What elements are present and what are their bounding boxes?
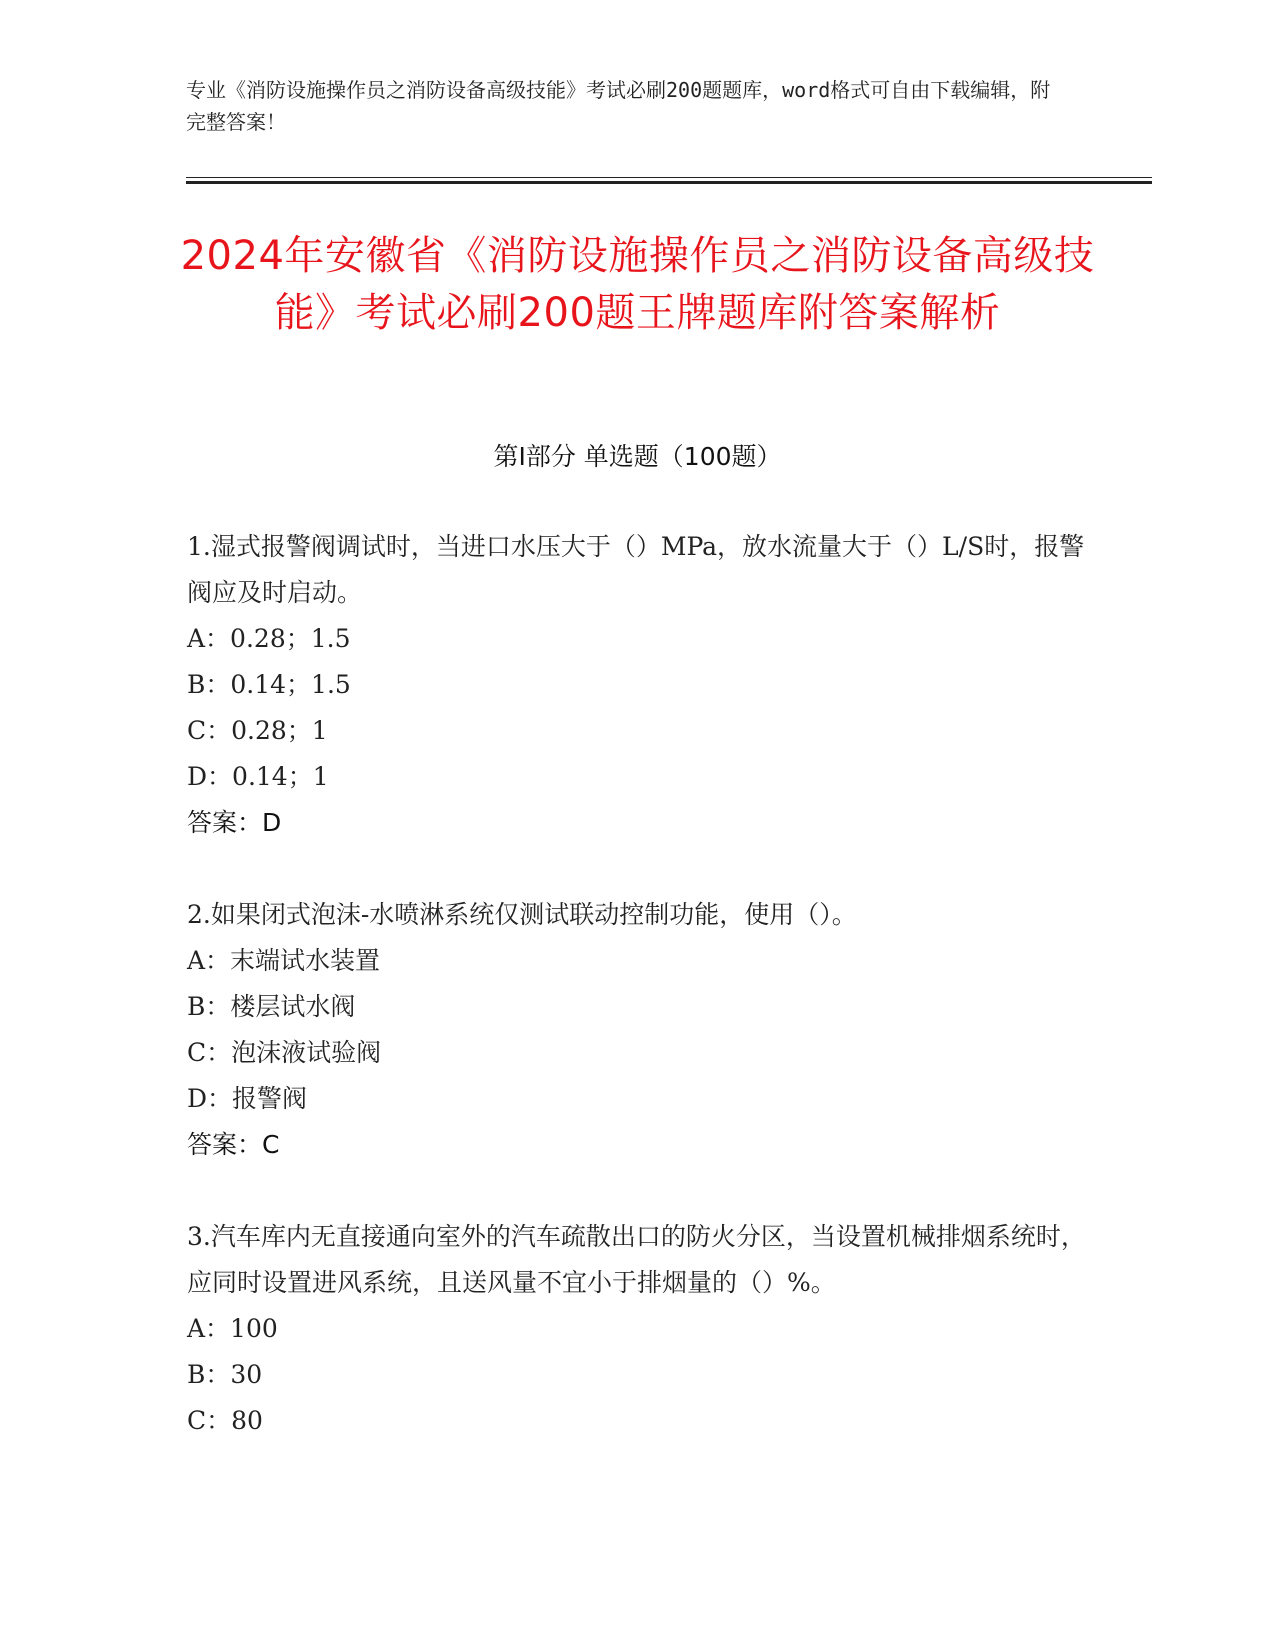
question-2 [187, 892, 1087, 1168]
option-a: A：100 [187, 1314, 278, 1343]
header-divider-thick [186, 181, 1152, 184]
question-text: 2.如果闭式泡沫-水喷淋系统仅测试联动控制功能，使用（）。 [187, 900, 857, 929]
option-b: B：0.14；1.5 [187, 670, 351, 699]
question-list [187, 524, 1087, 1490]
option-c: C：泡沫液试验阀 [187, 1038, 382, 1067]
option-b: B：30 [187, 1360, 263, 1389]
question-text: 3.汽车库内无直接通向室外的汽车疏散出口的防火分区，当设置机械排烟系统时，应同时设置进风系统，且送风量不宜小于排烟量的（）%。 [187, 1222, 1086, 1297]
header-divider-thin [186, 177, 1152, 178]
question-3 [187, 1214, 1087, 1444]
option-d: D：报警阀 [187, 1084, 308, 1113]
option-c: C：0.28；1 [187, 716, 328, 745]
question-text: 1.湿式报警阀调试时，当进口水压大于（）MPa，放水流量大于（）L/S时，报警阀应及时启动。 [187, 532, 1085, 607]
option-b: B：楼层试水阀 [187, 992, 356, 1021]
document-title: 2024年安徽省《消防设施操作员之消防设备高级技能》考试必刷200题王牌题库附答案解析 [180, 233, 1095, 336]
answer: 答案：D [187, 808, 282, 837]
option-a: A：0.28；1.5 [187, 624, 351, 653]
option-d: D：0.14；1 [187, 762, 329, 791]
option-c: C：80 [187, 1406, 263, 1435]
question-1 [187, 524, 1087, 846]
section-heading: 第I部分 单选题（100题） [493, 442, 782, 471]
header-note: 专业《消防设施操作员之消防设备高级技能》考试必刷200题题库，word格式可自由下载编辑，附完整答案！ [186, 78, 1051, 134]
answer: 答案：C [187, 1130, 280, 1159]
option-a: A：末端试水装置 [187, 946, 381, 975]
